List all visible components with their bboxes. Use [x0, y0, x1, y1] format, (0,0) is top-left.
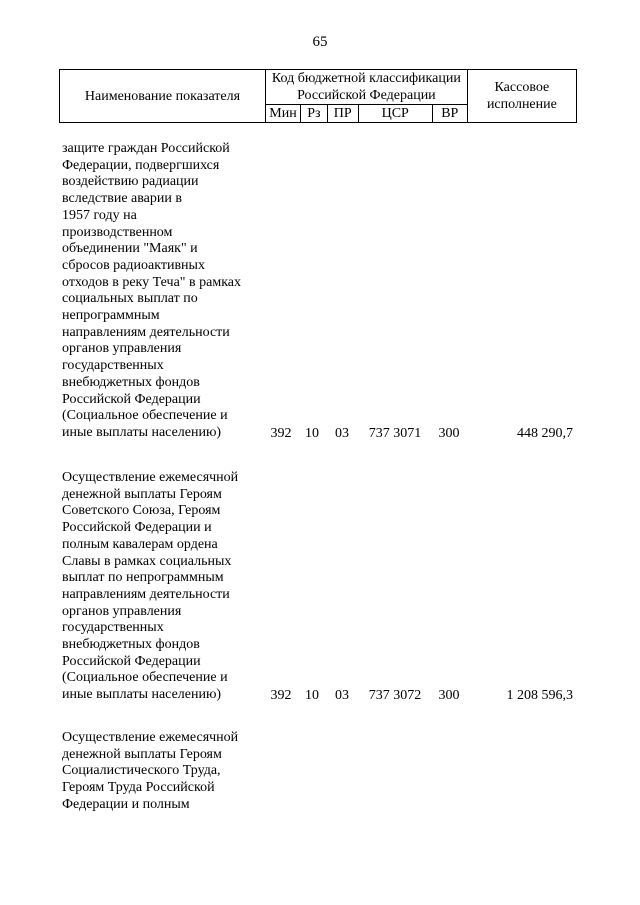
- code-min: 392: [270, 687, 292, 703]
- header-col-min: Мин: [265, 105, 300, 123]
- code-csr: 737 3071: [368, 425, 422, 441]
- cash-execution-amount: 448 290,7: [517, 425, 573, 441]
- header-col-csr: ЦСР: [358, 105, 432, 123]
- code-pr: 03: [335, 687, 349, 703]
- code-min: 392: [270, 425, 292, 441]
- cash-execution-amount: 1 208 596,3: [506, 687, 573, 703]
- header-budget-classification-code: Код бюджетной классификации Российской Федерации: [265, 70, 467, 105]
- budget-table-header: [59, 69, 577, 123]
- code-vr: 300: [438, 687, 460, 703]
- header-indicator-name: Наименование показателя: [60, 70, 266, 123]
- row-codes: [62, 425, 577, 442]
- code-rz: 10: [305, 425, 319, 441]
- row-description: Осуществление ежемесячной денежной выплаты Героям Советского Союза, Героям Российской Федерации и полным кавалерам ордена Славы в рамках социальных выплат по непрограммным направлениям деятельности органов управления государственных внебюджетных фондов Российской Федерации (Социальное обеспечение и иные выплаты населению): [62, 470, 239, 703]
- row-description: Осуществление ежемесячной денежной выплаты Героям Социалистического Труда, Героям Труда Российской Федерации и полным: [62, 730, 239, 812]
- code-rz: 10: [305, 687, 319, 703]
- code-vr: 300: [438, 425, 460, 441]
- header-col-pr: ПР: [327, 105, 358, 123]
- header-col-vr: ВР: [432, 105, 467, 123]
- row-description: защите граждан Российской Федерации, подвергшихся воздействию радиации вследствие аварии в 1957 году на производственном объединении "Маяк" и сбросов радиоактивных отходов в реку Теча" в рамках социальных выплат по непрограммным направлениям деятельности органов управления государственных внебюджетных фондов Российской Федерации (Социальное обеспечение и иные выплаты населению): [62, 141, 241, 440]
- header-cash-execution: Кассовое исполнение: [467, 70, 576, 123]
- table-row: [62, 470, 577, 704]
- page-number: 65: [312, 34, 328, 50]
- row-codes: [62, 687, 577, 704]
- header-col-rz: Рз: [300, 105, 327, 123]
- table-row: [62, 730, 577, 814]
- table-row: [62, 141, 577, 442]
- code-pr: 03: [335, 425, 349, 441]
- code-csr: 737 3072: [368, 687, 422, 703]
